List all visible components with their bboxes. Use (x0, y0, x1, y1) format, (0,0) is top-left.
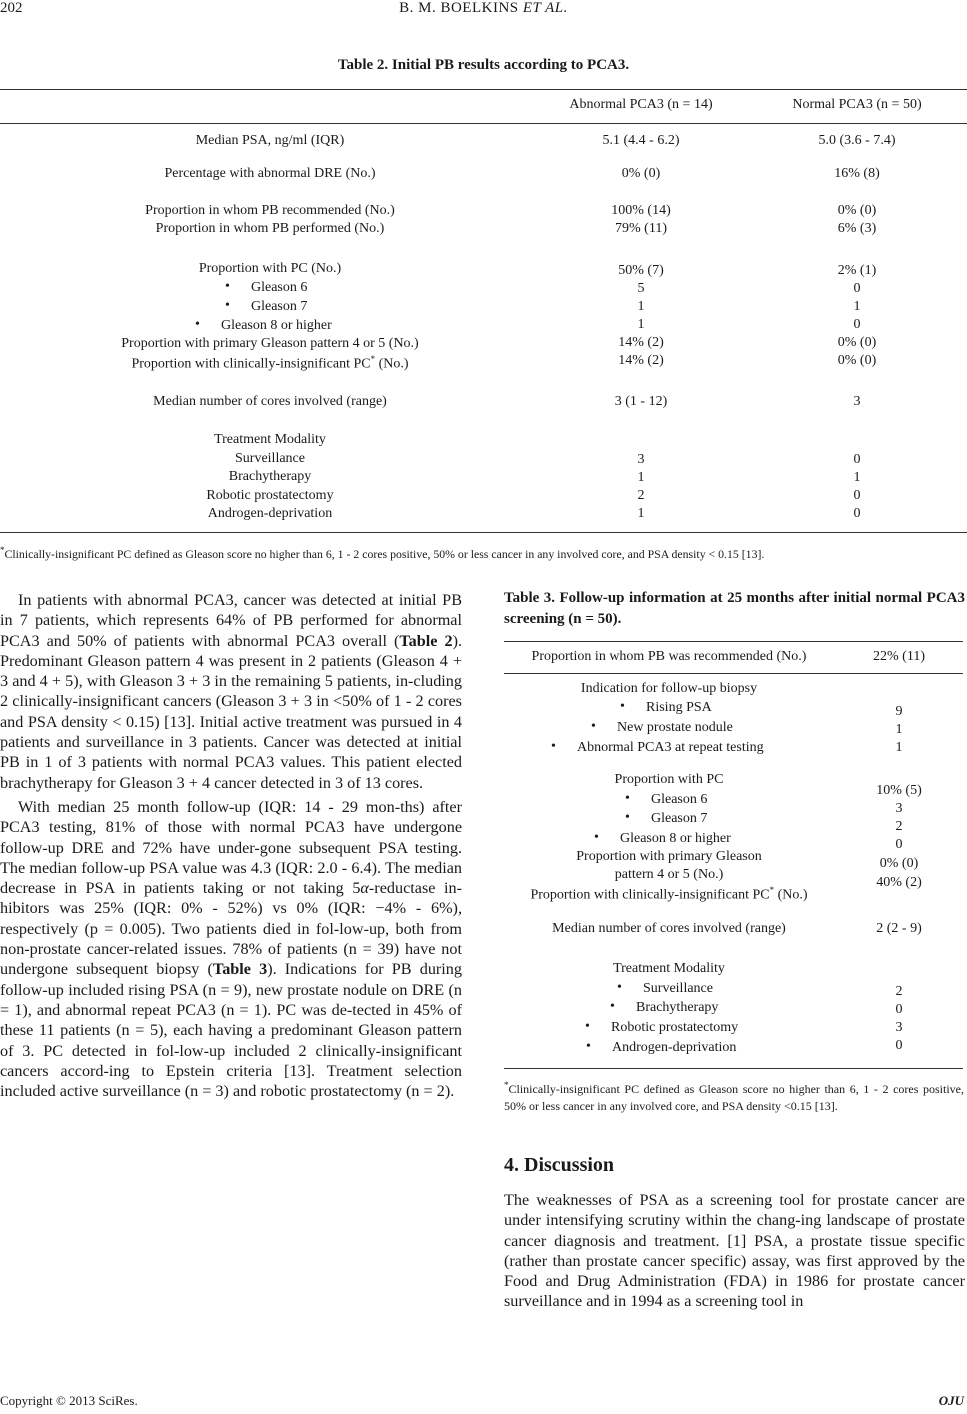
running-header-etal: ET AL. (522, 0, 568, 16)
table2-cell: 0 (853, 317, 861, 332)
table2-cell: 3 (637, 452, 645, 467)
table2-row-label: Median PSA, ng/ml (IQR) (195, 133, 345, 148)
table3-row-label: pattern 4 or 5 (No.) (614, 867, 724, 882)
table2-cell: 16% (8) (834, 166, 880, 181)
table2-row-label: Robotic prostatectomy (206, 488, 334, 503)
table2-cell: 14% (2) (618, 353, 664, 368)
table2-cell: 1 (637, 470, 645, 485)
table3-row-label: Treatment Modality (613, 961, 725, 976)
table2-cell: 100% (14) (611, 203, 671, 218)
table2-row-label: Proportion with PC (No.) (198, 261, 342, 276)
table3-cell: 0 (895, 1002, 903, 1017)
table2-row-label: Proportion with primary Gleason pattern 4 or 5 (No.) (121, 336, 419, 351)
table3-row-label: • Androgen-deprivation (612, 1040, 736, 1056)
paragraph: In patients with abnormal PCA3, cancer was detected at initial PB in 7 patients, which represents 64% of PB performed for abnormal PCA3 and 50% of patients with abnormal PCA3 overall (Table 2). Predominant Gleason pattern 4 was present in 2 patients (Gleason 4 + 3 and 4 + 5), with Gleason 3 + 3 in the remaining 5 patients, in-cluding 2 clinically-insignificant cancers (Gleason 3 + 3 in <50% of 1 - 2 cores and PSA density < 0.15) [13]. Initial active treatment was pursued in 4 patients and surveillance in 3 patients. Cancer was detected at initial PB in 1 of 3 patients with normal PCA3 values. This patient elected brachytherapy for Gleason 3 + 4 cancer detected in 3 of 13 cores. (0, 591, 462, 792)
table3-cell: 0 (895, 837, 903, 852)
page-number: 202 (0, 0, 23, 16)
table3-cell: 9 (895, 704, 903, 719)
table2-footnote: *Clinically-insignificant PC defined as Gleason score no higher than 6, 1 - 2 cores positive, 50% or less cancer in any involved core, and PSA density < 0.15 [13]. (0, 545, 765, 561)
table2-row-label: Androgen-deprivation (207, 506, 333, 521)
table3-row-label: • Rising PSA (646, 700, 712, 716)
table2-cell: 3 (853, 394, 861, 409)
table2-col-abnormal: Abnormal PCA3 (n = 14) (569, 97, 713, 112)
table3-row-label: • Gleason 7 (651, 811, 707, 827)
table2-cell: 0% (0) (621, 166, 661, 181)
table3-cell: 2 (895, 984, 903, 999)
table2-cell: 3 (1 - 12) (614, 394, 668, 409)
table2-row-label: Treatment Modality (214, 432, 326, 447)
table2-cell: 1 (637, 317, 645, 332)
table2-row-label: Surveillance (235, 451, 305, 466)
table2-cell: 6% (3) (837, 221, 877, 236)
table3-cell: 10% (5) (876, 783, 922, 798)
running-header-authors: B. M. BOELKINS (399, 0, 519, 16)
footer-journal: OJU (938, 1393, 964, 1408)
table2-cell: 79% (11) (615, 221, 667, 236)
table2-cell: 0% (0) (837, 203, 877, 218)
table3-row-label: • New prostate nodule (617, 720, 733, 736)
table2-row-label: • Gleason 6 (251, 280, 307, 296)
table2-col-normal: Normal PCA3 (n = 50) (792, 97, 922, 112)
section-heading-discussion: 4. Discussion (504, 1154, 615, 1176)
table2-row-label: • Gleason 8 or higher (221, 318, 332, 334)
table2-row-label: Percentage with abnormal DRE (No.) (164, 166, 376, 181)
table3-row-label: • Brachytherapy (636, 1000, 718, 1016)
table3-cell: 3 (895, 801, 903, 816)
table3-cell: 0 (895, 1038, 903, 1053)
table2-cell: 0 (853, 452, 861, 467)
table2-cell: 0 (853, 506, 861, 521)
table3-title: Table 3. Follow-up information at 25 months after initial normal PCA3 screening (n = 50). (504, 590, 965, 627)
table2-cell: 0% (0) (837, 353, 877, 368)
table3-footnote: *Clinically-insignificant PC defined as Gleason score no higher than 6, 1 - 2 cores positive, 50% or less cancer in any involved core, and PSA density <0.15 [13]. (504, 1080, 964, 1113)
table2-title: Table 2. Initial PB results according to PCA3. (337, 57, 630, 73)
table3-bottom-rule (504, 1068, 963, 1069)
table3-cell: 3 (895, 1020, 903, 1035)
table2-cell: 1 (637, 299, 645, 314)
table-ref[interactable]: Table 3 (212, 960, 268, 979)
table3-row-label: • Robotic prostatectomy (611, 1020, 738, 1036)
table2-top-rule (0, 89, 967, 90)
table3-header-label: Proportion in whom PB was recommended (No.) (531, 649, 807, 664)
table2-row-label: Brachytherapy (228, 469, 312, 484)
table2-cell: 1 (853, 299, 861, 314)
table3-top-rule (504, 641, 963, 642)
footer-copyright: Copyright © 2013 SciRes. (0, 1393, 138, 1408)
table2-cell: 1 (637, 506, 645, 521)
table2-cell: 0 (853, 281, 861, 296)
table2-cell: 2 (637, 488, 645, 503)
table2-row-label: Median number of cores involved (range) (153, 394, 387, 409)
paragraph: With median 25 month follow-up (IQR: 14 - 29 mon-ths) after PCA3 testing, 81% of those with normal PCA3 have undergone follow-up DRE and 72% have under-gone subsequent PSA testing. The median follow-up PSA value was 4.3 (IQR: 2.0 - 6.4). The median decrease in PSA in patients taking or not taking 5α-reductase in-hibitors was 25% (IQR: 0% - 52%) vs 0% (IQR: −4% - 6%), respectively (p = 0.005). Two patients died in fol-low-up, both from non-prostate cancer-related issues. 78% of patients (n = 39) have not undergone subsequent biopsy (Table 3). Indications for PB during follow-up included rising PSA (n = 9), new prostate nodule on DRE (n = 1), and abnormal repeat PCA3 (n = 1). PC was de-tected in 45% of these 11 patients (n = 5), each having a predominant Gleason pattern of 3. PC detected in fol-low-up included 2 clinically-insignificant cancers accord-ing to Epstein criteria [13]. Treatment selection included active surveillance (n = 3) and robotic prostatectomy (n = 2). (0, 797, 462, 1101)
table3-row-label: Proportion with clinically-insignificant PC* (No.) (530, 885, 808, 903)
table3-header-rule (504, 673, 963, 674)
table2-bottom-rule (0, 532, 967, 533)
table2-cell: 5 (637, 281, 645, 296)
table3-row-label: Indication for follow-up biopsy (580, 681, 758, 696)
table2-cell: 0 (853, 488, 861, 503)
table3-row-label: Proportion with PC (614, 772, 724, 787)
table3-row-label: • Surveillance (643, 981, 713, 997)
table2-cell: 50% (7) (618, 263, 664, 278)
table2-cell: 2% (1) (837, 263, 877, 278)
table-ref[interactable]: Table 2 (399, 631, 453, 650)
table3-row-label: • Gleason 8 or higher (620, 831, 731, 847)
table3-cell: 2 (2 - 9) (876, 921, 922, 936)
table2-row-label: • Gleason 7 (251, 299, 307, 315)
table2-cell: 1 (853, 470, 861, 485)
table3-cell: 1 (895, 722, 903, 737)
table2-cell: 0% (0) (837, 335, 877, 350)
table3-cell: 40% (2) (876, 875, 922, 890)
table3-row-label: Median number of cores involved (range) (552, 921, 786, 936)
table2-cell: 5.0 (3.6 - 7.4) (818, 133, 896, 148)
paragraph: The weaknesses of PSA as a screening tool for prostate cancer are under intensifying scrutiny within the chang-ing landscape of prostate cancer diagnosis and treatment. [1] PSA, a prostate tissue specific (rather than prostate cancer specific) assay, was first approved by the Food and Drug Administration (FDA) in 1986 for prostate cancer surveillance and in 1994 as a screening tool in (504, 1191, 965, 1311)
table3-cell: 2 (895, 819, 903, 834)
discussion-text (504, 1190, 965, 1312)
running-header (0, 0, 967, 17)
table3-row-label: • Abnormal PCA3 at repeat testing (577, 740, 764, 756)
table3-header-value: 22% (11) (873, 649, 925, 664)
table3-cell: 1 (895, 740, 903, 755)
table3-row-label: • Gleason 6 (651, 792, 707, 808)
table2-cell: 14% (2) (618, 335, 664, 350)
table3-cell: 0% (0) (879, 856, 919, 871)
table2-row-label: Proportion in whom PB performed (No.) (155, 221, 385, 236)
table2-row-label: Proportion with clinically-insignificant PC* (No.) (131, 354, 409, 372)
table2-row-label: Proportion in whom PB recommended (No.) (145, 203, 395, 218)
left-column-text (0, 590, 462, 1101)
table2-header-rule (0, 123, 967, 124)
table2-cell: 5.1 (4.4 - 6.2) (602, 133, 680, 148)
table3-row-label: Proportion with primary Gleason (576, 849, 762, 864)
